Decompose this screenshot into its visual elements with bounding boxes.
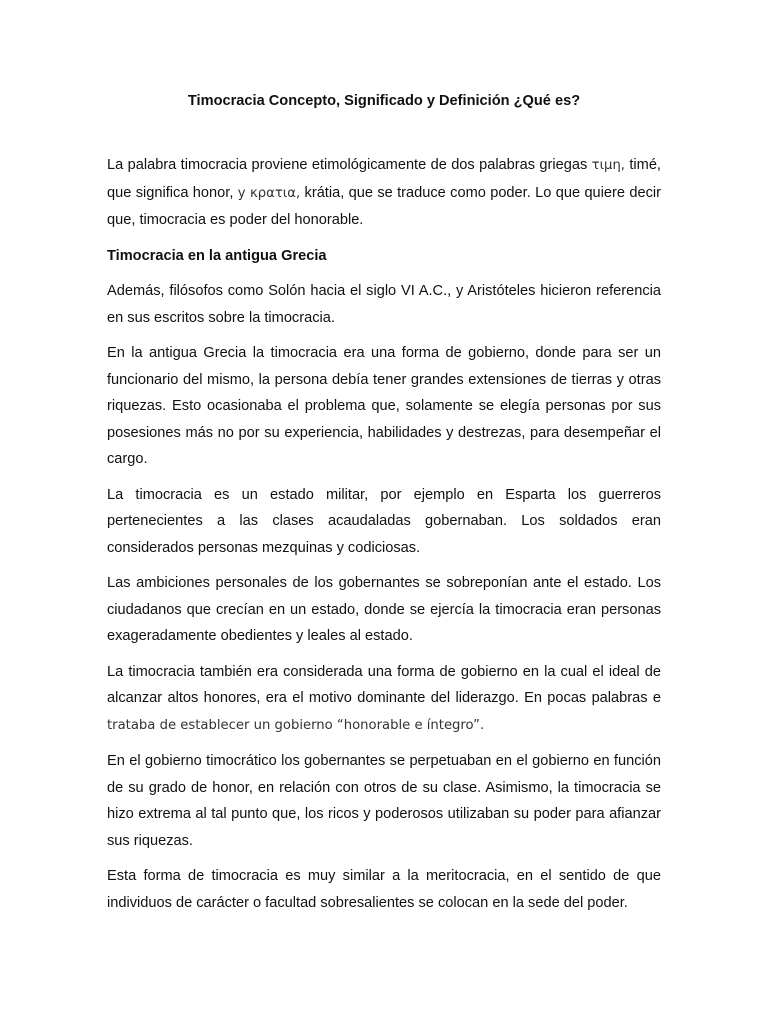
paragraph-text: krátia, que se traduce como poder. Lo que quiere decir que, timocracia es poder del honorable. bbox=[107, 184, 661, 228]
paragraph-military-state: La timocracia es un estado militar, por ejemplo en Esparta los guerreros pertenecientes a las clases acaudaladas gobernaban. Los soldados eran considerados personas mezquinas y codiciosas. bbox=[107, 486, 661, 556]
paragraph-ideal-honors bbox=[107, 659, 661, 740]
greek-word-kratia: y κρατια, bbox=[237, 185, 301, 201]
paragraph-text: La palabra timocracia proviene etimológicamente de dos palabras griegas bbox=[107, 157, 592, 173]
paragraph-text-alt-font: trataba de establecer un gobierno “honorable e íntegro”. bbox=[107, 717, 485, 733]
section-heading-ancient-greece: Timocracia en la antigua Grecia bbox=[107, 247, 327, 264]
paragraph-text: La timocracia también era considerada una forma de gobierno en la cual el ideal de alcanzar altos honores, era el motivo dominante del liderazgo. En pocas palabras e bbox=[107, 663, 661, 706]
paragraph-timocratic-government: En el gobierno timocrático los gobernantes se perpetuaban en el gobierno en función de su grado de honor, en relación con otros de su clase. Asimismo, la timocracia se hizo extrema al tal punto que, los ricos y poderosos utilizaban su poder para afianzar sus riquezas. bbox=[107, 753, 661, 849]
page-title: Timocracia Concepto, Significado y Definición ¿Qué es? bbox=[187, 93, 581, 109]
greek-word-time: τιμη, bbox=[591, 158, 625, 173]
paragraph-ambitions: Las ambiciones personales de los gobernantes se sobreponían ante el estado. Los ciudadanos que crecían en un estado, donde se ejercía la timocracia eran personas exageradamente obedientes y leales al estado. bbox=[107, 575, 661, 644]
paragraph-etymology bbox=[107, 152, 661, 234]
document-body bbox=[107, 152, 661, 925]
paragraph-meritocracy: Esta forma de timocracia es muy similar a la meritocracia, en el sentido de que individuos de carácter o facultad sobresalientes se colocan en la sede del poder. bbox=[107, 868, 661, 911]
paragraph-text: timé, que significa honor, bbox=[107, 157, 661, 201]
paragraph-government-form: En la antigua Grecia la timocracia era una forma de gobierno, donde para ser un funcionario del mismo, la persona debía tener grandes extensiones de tierras y otras riquezas. Esto ocasionaba el problema que, solamente se elegía personas por sus posesiones más no por su experiencia, habilidades y destrezas, para desempeñar el cargo. bbox=[107, 345, 661, 467]
paragraph-philosophers: Además, filósofos como Solón hacia el siglo VI A.C., y Aristóteles hicieron referencia en sus escritos sobre la timocracia. bbox=[107, 283, 661, 326]
